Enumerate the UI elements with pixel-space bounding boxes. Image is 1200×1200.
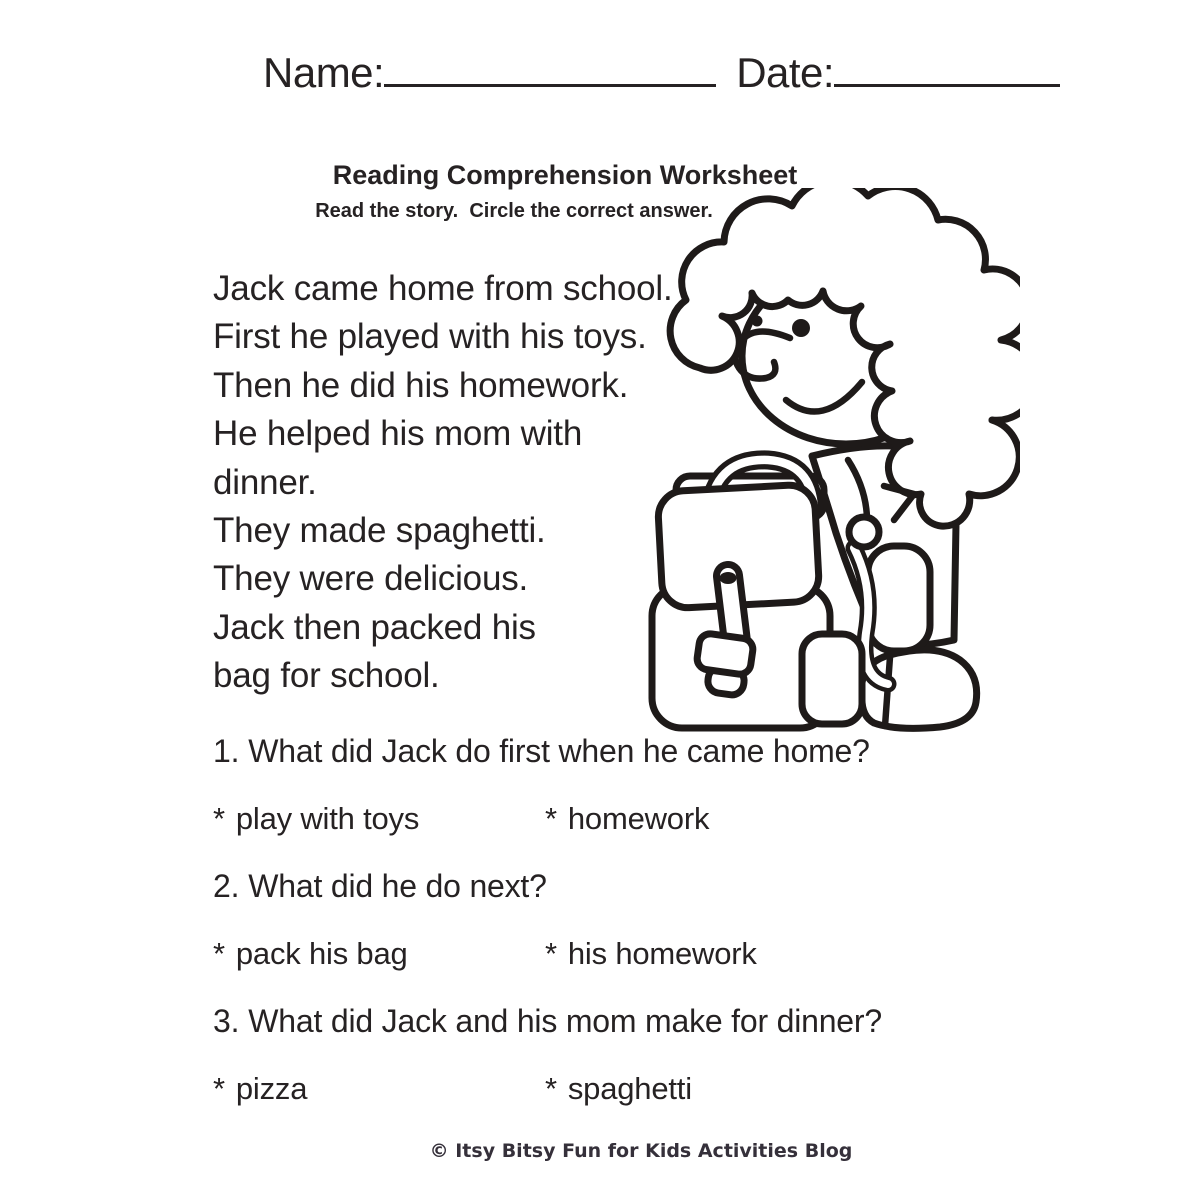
backpack-side-pocket bbox=[802, 634, 862, 724]
option-label: spaghetti bbox=[567, 1071, 692, 1106]
asterisk-bullet: * bbox=[213, 936, 225, 971]
option-label: homework bbox=[567, 801, 710, 836]
boy-fist bbox=[849, 517, 879, 547]
option-label: pizza bbox=[235, 1071, 308, 1106]
date-label: Date: bbox=[736, 48, 835, 96]
option-label: play with toys bbox=[235, 801, 420, 836]
question-1-option-b[interactable] bbox=[545, 801, 709, 837]
asterisk-bullet: * bbox=[545, 936, 557, 971]
question-3-text: What did Jack and his mom make for dinner? bbox=[248, 1003, 882, 1039]
instructions-text: Read the story. Circle the correct answer. bbox=[315, 200, 713, 222]
boy-with-backpack-illustration bbox=[640, 188, 1020, 745]
name-blank-line[interactable] bbox=[384, 46, 716, 87]
boy-left-eye bbox=[752, 316, 763, 327]
story-line: They made spaghetti. bbox=[213, 511, 546, 551]
question-2-text: What did he do next? bbox=[248, 868, 547, 904]
backpack-strap-rivet bbox=[720, 572, 737, 584]
story-line: They were delicious. bbox=[213, 559, 529, 599]
question-2-option-b[interactable] bbox=[545, 936, 757, 972]
question-1 bbox=[213, 733, 870, 770]
page-title: Reading Comprehension Worksheet bbox=[332, 160, 798, 190]
boy-right-eye bbox=[792, 319, 810, 337]
question-3-option-b[interactable] bbox=[545, 1071, 692, 1107]
asterisk-bullet: * bbox=[213, 1071, 225, 1106]
name-date-row bbox=[263, 46, 1060, 97]
option-label: his homework bbox=[567, 936, 757, 971]
story-line: He helped his mom with bbox=[213, 414, 583, 454]
question-3-number: 3. bbox=[213, 1003, 240, 1039]
asterisk-bullet: * bbox=[545, 1071, 557, 1106]
boy-leg bbox=[868, 546, 930, 651]
question-2-option-a[interactable] bbox=[213, 936, 408, 972]
question-3 bbox=[213, 1003, 882, 1040]
question-1-text: What did Jack do first when he came home? bbox=[248, 733, 870, 769]
story-line: Jack then packed his bbox=[213, 607, 536, 647]
date-blank-line[interactable] bbox=[834, 46, 1060, 87]
name-label: Name: bbox=[263, 48, 385, 96]
footer-credit: © Itsy Bitsy Fun for Kids Activities Blog bbox=[429, 1140, 853, 1162]
option-label: pack his bag bbox=[235, 936, 408, 971]
asterisk-bullet: * bbox=[545, 801, 557, 836]
question-1-number: 1. bbox=[213, 733, 240, 769]
asterisk-bullet: * bbox=[213, 801, 225, 836]
question-1-option-a[interactable] bbox=[213, 801, 419, 837]
question-2-number: 2. bbox=[213, 868, 240, 904]
story-line: dinner. bbox=[213, 462, 317, 502]
story-block bbox=[213, 265, 673, 701]
story-line: Then he did his homework. bbox=[213, 365, 629, 405]
backpack-buckle bbox=[696, 632, 754, 675]
question-2 bbox=[213, 868, 547, 905]
question-3-option-a[interactable] bbox=[213, 1071, 307, 1107]
story-line: Jack came home from school. bbox=[213, 269, 673, 308]
story-line: bag for school. bbox=[213, 656, 440, 696]
story-line: First he played with his toys. bbox=[213, 317, 647, 357]
